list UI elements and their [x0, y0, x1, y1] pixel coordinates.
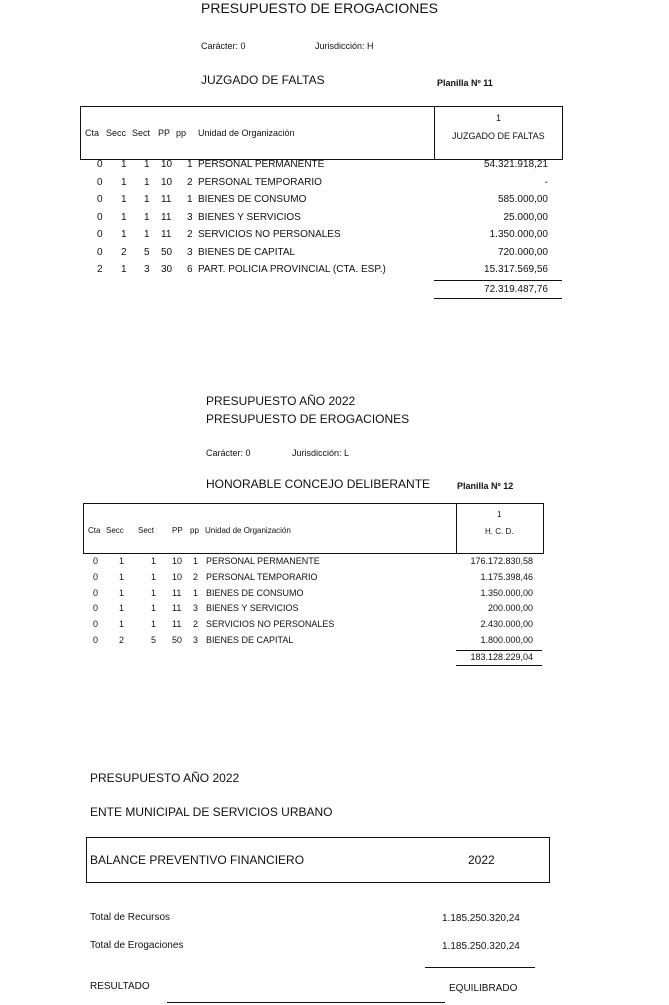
section2-jurisdiccion: Jurisdicción: L	[292, 448, 350, 458]
cell-pp-upper: 11	[172, 587, 182, 598]
cell-pp-lower: 3	[187, 211, 193, 223]
cell-sect: 5	[144, 246, 150, 258]
cell-secc: 1	[121, 211, 127, 223]
cell-secc: 1	[121, 264, 127, 275]
cell-pp-upper: 11	[161, 211, 172, 223]
cell-description: BIENES Y SERVICIOS	[206, 603, 299, 614]
balance-label: BALANCE PREVENTIVO FINANCIERO	[90, 853, 305, 867]
cell-pp-upper: 11	[172, 619, 182, 630]
cell-cta: 2	[97, 264, 103, 275]
recursos-value: 1.185.250.320,24	[442, 913, 520, 924]
cell-cta: 0	[97, 246, 103, 258]
section2-planilla: Planilla Nº 12	[457, 481, 514, 491]
table-row	[0, 603, 669, 620]
cell-cta: 0	[93, 556, 99, 566]
cell-pp-lower: 2	[187, 229, 193, 240]
section1-jurisdiccion: Jurisdicción: H	[315, 41, 374, 51]
cell-pp-upper: 10	[161, 159, 173, 170]
section1-title: PRESUPUESTO DE EROGACIONES	[201, 0, 439, 16]
cell-amount: 1.350.000,00	[480, 587, 533, 598]
resultado-line	[425, 967, 535, 968]
cell-secc: 1	[121, 194, 127, 205]
cell-cta: 0	[93, 571, 99, 582]
cell-description: BIENES DE CAPITAL	[198, 246, 296, 258]
cell-pp-lower: 3	[193, 603, 199, 614]
cell-description: SERVICIOS NO PERSONALES	[206, 619, 335, 630]
cell-description: BIENES DE CAPITAL	[206, 635, 294, 645]
cell-pp-lower: 2	[193, 619, 199, 630]
cell-secc: 1	[119, 619, 125, 630]
section1-entity: JUZGADO DE FALTAS	[201, 73, 325, 87]
section1-total-underline	[434, 298, 562, 299]
section1-caracter: Carácter: 0	[201, 41, 246, 51]
section1-header-divider	[434, 106, 435, 160]
section2-total-underline	[456, 665, 542, 666]
cell-secc: 1	[121, 159, 127, 170]
cell-cta: 0	[97, 159, 103, 170]
cell-pp-lower: 3	[187, 246, 193, 258]
cell-secc: 2	[121, 246, 127, 258]
cell-pp-upper: 30	[161, 264, 173, 275]
cell-description: PERSONAL TEMPORARIO	[198, 176, 322, 188]
cell-sect: 1	[144, 211, 150, 223]
col-amount-number: 1	[497, 510, 502, 519]
cell-secc: 2	[119, 635, 125, 645]
col-pp-upper: PP	[158, 128, 171, 138]
cell-description: PERSONAL PERMANENTE	[198, 159, 325, 170]
cell-cta: 0	[93, 603, 99, 614]
table-row	[0, 229, 669, 246]
cell-sect: 1	[151, 603, 157, 614]
cell-cta: 0	[97, 176, 103, 188]
cell-sect: 1	[144, 229, 150, 240]
table-row	[0, 247, 669, 264]
cell-pp-upper: 10	[172, 556, 183, 566]
cell-cta: 0	[97, 211, 103, 223]
section2-header-divider	[456, 503, 457, 554]
table-row	[0, 588, 669, 605]
cell-amount: 720.000,00	[497, 246, 548, 258]
cell-description: SERVICIOS NO PERSONALES	[198, 229, 341, 240]
table-row	[0, 177, 669, 194]
cell-cta: 0	[97, 194, 103, 205]
table-row	[0, 212, 669, 229]
col-amount-number: 1	[496, 113, 502, 123]
table-row	[0, 572, 669, 589]
cell-description: BIENES DE CONSUMO	[198, 194, 307, 205]
cell-pp-lower: 1	[193, 587, 199, 598]
cell-sect: 1	[151, 571, 157, 582]
table-row	[0, 635, 669, 652]
recursos-label: Total de Recursos	[90, 912, 171, 923]
section1-total-line	[434, 280, 562, 281]
cell-sect: 1	[144, 194, 150, 205]
cell-sect: 1	[144, 176, 150, 188]
table-row	[0, 619, 669, 636]
cell-pp-lower: 1	[187, 194, 193, 205]
col-secc: Secc	[106, 526, 124, 535]
cell-sect: 1	[151, 619, 157, 630]
section2-total: 183.128.229,04	[470, 652, 533, 662]
cell-amount: 1.175.398,46	[480, 571, 533, 582]
section1-planilla: Planilla Nº 11	[437, 78, 493, 88]
col-cta: Cta	[88, 526, 101, 535]
cell-sect: 5	[151, 635, 157, 645]
cell-secc: 1	[119, 603, 125, 614]
cell-description: PERSONAL TEMPORARIO	[206, 571, 318, 582]
cell-pp-lower: 1	[187, 159, 193, 170]
cell-pp-lower: 3	[193, 635, 199, 645]
col-sect: Sect	[138, 526, 155, 535]
col-cta: Cta	[85, 128, 100, 138]
col-pp-lower: pp	[190, 526, 199, 535]
cell-secc: 1	[121, 229, 127, 240]
cell-description: BIENES Y SERVICIOS	[198, 211, 301, 223]
table-row	[0, 264, 669, 281]
col-unidad: Unidad de Organización	[205, 526, 291, 535]
erogaciones-label: Total de Erogaciones	[90, 940, 184, 951]
col-sect: Sect	[132, 128, 151, 138]
cell-amount: -	[544, 176, 548, 188]
cell-secc: 1	[121, 176, 127, 188]
table-row	[0, 159, 669, 176]
cell-amount: 2.430.000,00	[480, 619, 533, 630]
col-amount-name: JUZGADO DE FALTAS	[452, 131, 545, 141]
cell-pp-upper: 11	[161, 194, 172, 205]
section3-entity: ENTE MUNICIPAL DE SERVICIOS URBANO	[90, 805, 333, 819]
cell-amount: 1.350.000,00	[489, 229, 548, 240]
cell-pp-lower: 2	[193, 571, 199, 582]
cell-amount: 1.800.000,00	[480, 635, 533, 645]
col-unidad: Unidad de Organización	[198, 128, 295, 138]
cell-pp-lower: 2	[187, 176, 193, 188]
erogaciones-value: 1.185.250.320,24	[442, 941, 520, 952]
table-row	[0, 194, 669, 211]
cell-amount: 54.321.918,21	[484, 159, 548, 170]
table-row	[0, 556, 669, 573]
cell-secc: 1	[119, 571, 125, 582]
cell-sect: 3	[144, 264, 150, 275]
bottom-rule	[167, 1002, 445, 1003]
cell-pp-upper: 11	[161, 229, 172, 240]
col-amount-name: H. C. D.	[485, 527, 514, 536]
cell-amount: 176.172.830,58	[470, 556, 533, 566]
col-secc: Secc	[106, 128, 127, 138]
cell-amount: 585.000,00	[497, 194, 548, 205]
section2-caracter: Carácter: 0	[206, 448, 251, 458]
cell-pp-lower: 1	[193, 556, 199, 566]
cell-description: PART. POLICIA PROVINCIAL (CTA. ESP.)	[198, 264, 386, 275]
balance-year: 2022	[468, 853, 495, 867]
col-pp-lower: pp	[176, 128, 187, 138]
cell-sect: 1	[151, 587, 157, 598]
cell-cta: 0	[97, 229, 103, 240]
cell-pp-lower: 6	[187, 264, 193, 275]
cell-pp-upper: 50	[172, 635, 183, 645]
resultado-value: EQUILIBRADO	[449, 983, 518, 994]
section2-total-line	[456, 650, 542, 651]
section2-year-title: PRESUPUESTO AÑO 2022	[206, 394, 356, 408]
cell-secc: 1	[119, 587, 125, 598]
cell-pp-upper: 11	[172, 603, 182, 614]
section1-total: 72.319.487,76	[484, 284, 548, 295]
resultado-label: RESULTADO	[90, 981, 150, 992]
cell-amount: 25.000,00	[503, 211, 548, 223]
cell-amount: 200.000,00	[487, 603, 533, 614]
cell-amount: 15.317.569,56	[484, 264, 548, 275]
cell-description: BIENES DE CONSUMO	[206, 587, 304, 598]
cell-cta: 0	[93, 587, 99, 598]
cell-cta: 0	[93, 619, 99, 630]
cell-pp-upper: 10	[172, 571, 183, 582]
cell-secc: 1	[119, 556, 125, 566]
cell-sect: 1	[144, 159, 150, 170]
cell-description: PERSONAL PERMANENTE	[206, 556, 320, 566]
section3-year-title: PRESUPUESTO AÑO 2022	[90, 771, 240, 785]
cell-pp-upper: 50	[161, 246, 173, 258]
cell-cta: 0	[93, 635, 99, 645]
section2-entity: HONORABLE CONCEJO DELIBERANTE	[206, 477, 431, 491]
cell-pp-upper: 10	[161, 176, 173, 188]
col-pp-upper: PP	[172, 526, 183, 535]
cell-sect: 1	[151, 556, 157, 566]
section2-title: PRESUPUESTO DE EROGACIONES	[206, 412, 410, 426]
